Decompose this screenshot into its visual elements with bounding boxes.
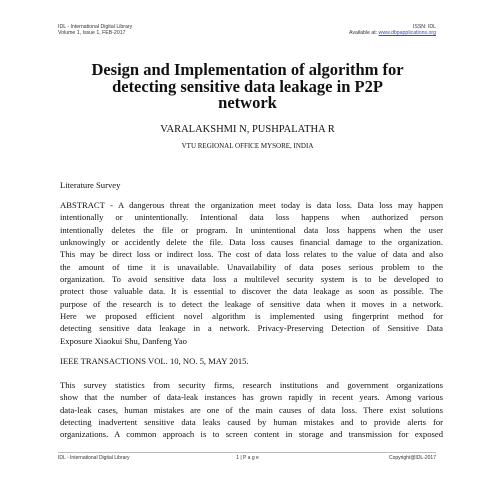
- issn: ISSN: IDL: [412, 24, 436, 30]
- section-heading: Literature Survey: [60, 180, 121, 190]
- abstract-line: This may be direct loss or indirect loss. The cost of data loss relates to the value of data and also: [60, 249, 443, 260]
- abstract-line: unknowingly or accidently delete the file. Data loss causes financial damage to the organization.: [60, 237, 443, 248]
- body-paragraph: [60, 379, 443, 441]
- abstract-line: intentionally deletes the file or program. In unintentional data loss happens when the user: [60, 224, 443, 235]
- abstract-line: Exposure Xiaokui Shu, Danfeng Yao: [60, 335, 187, 346]
- abstract-line: purpose of the research is to detect the leakage of sensitive data when it moves in a network.: [60, 298, 443, 309]
- available-prefix: Available at:: [349, 30, 379, 37]
- abstract-line: organization. To avoid sensitive data loss a multilevel security system is to be developed to: [60, 274, 443, 285]
- abstract-line: the amount of time it is unavailable. Unavailability of data poses serious problem to the: [60, 261, 443, 272]
- citation-paragraph: [60, 355, 443, 367]
- title-line: Design and Implementation of algorithm for: [91, 60, 404, 79]
- title-line: detecting sensitive data leakage in P2P: [112, 76, 383, 96]
- affiliation: VTU REGIONAL OFFICE MYSORE, INDIA: [181, 142, 314, 150]
- title-line: network: [218, 93, 277, 112]
- abstract-line: protect those valuable data. It is essential to discover the data leakage as soon as possible. The: [60, 286, 443, 297]
- body-line: show that the number of data-leak instances has grown rapidly in recent years. Among various: [60, 392, 443, 403]
- running-header-left: [58, 24, 132, 37]
- abstract-paragraph: [60, 199, 443, 347]
- page-number: 1 | P a g e: [236, 455, 259, 461]
- journal-website-link[interactable]: www.dbpapplications.org: [378, 30, 436, 37]
- body-line: data-leak cases, human mistakes are one of the main causes of data loss. There exist solutions: [60, 404, 443, 415]
- footer-journal: IDL - International Digital Library: [58, 455, 130, 461]
- body-line: detecting inadvertent sensitive data leaks caused by human mistakes and to provide alerts for: [60, 417, 443, 428]
- footer-rule: [58, 452, 436, 453]
- volume-issue: Volume 1, Issue 1, FEB-2017: [58, 30, 126, 37]
- footer-copyright: Copyright@IDL-2017: [388, 455, 436, 461]
- citation-line: IEEE TRANSACTIONS VOL. 10, NO. 5, MAY 2015.: [60, 356, 249, 366]
- running-header-right: [349, 24, 436, 37]
- availability: [349, 30, 436, 36]
- body-line: This survey statistics from security firms, research institutions and government organizations: [60, 380, 443, 390]
- journal-name: IDL - International Digital Library: [58, 24, 133, 30]
- abstract-line: ABSTRACT - A dangerous threat the organization meet today is data loss. Data loss may happen: [60, 200, 443, 210]
- body-line: organizations. A common approach is to screen content in storage and transmission for exposed: [60, 429, 443, 440]
- paper-title: [50, 62, 445, 112]
- abstract-line: intentionally or unintentionally. Intentional data loss happens when authorized person: [60, 212, 443, 223]
- authors: VARALAKSHMI N, PUSHPALATHA R: [160, 124, 335, 135]
- abstract-line: Here we proposed efficient novel algorithm is implemented using fingerprint method for: [60, 311, 443, 322]
- abstract-line: detecting sensitive data leakage in a network. Privacy-Preserving Detection of Sensitive Data: [60, 323, 443, 334]
